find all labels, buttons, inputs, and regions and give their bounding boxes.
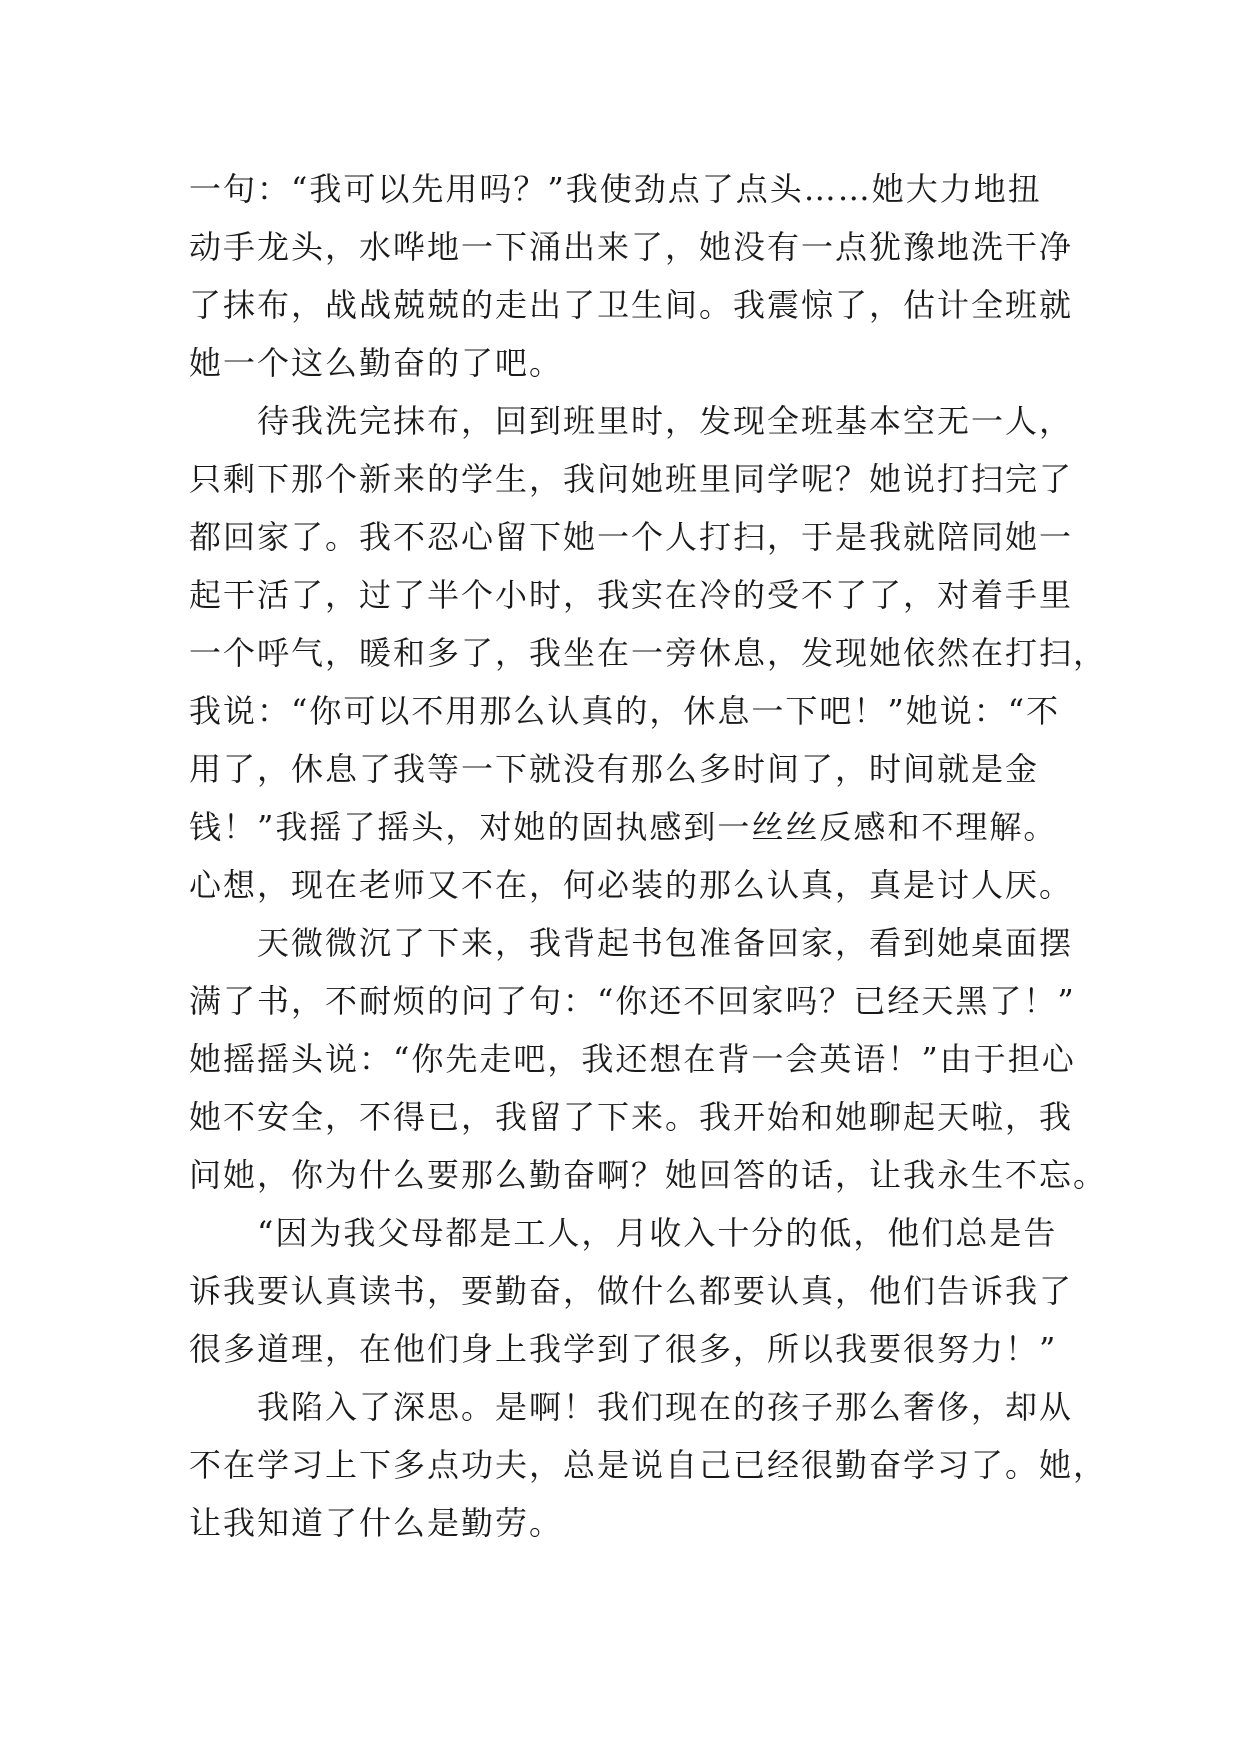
text-line: 起干活了，过了半个小时，我实在冷的受不了了，对着手里 bbox=[189, 576, 1074, 614]
text-line: 待我洗完抹布，回到班里时，发现全班基本空无一人， bbox=[189, 402, 1074, 440]
text-line: 一个呼气，暖和多了，我坐在一旁休息，发现她依然在打扫， bbox=[189, 634, 1108, 672]
text-line: 满了书，不耐烦的问了句：“你还不回家吗？已经天黑了！” bbox=[189, 982, 1076, 1020]
text-line: 我说：“你可以不用那么认真的，休息一下吧！”她说：“不 bbox=[189, 692, 1061, 730]
text-line: 很多道理，在他们身上我学到了很多，所以我要很努力！” bbox=[189, 1330, 1058, 1368]
text-line: “因为我父母都是工人，月收入十分的低，他们总是告 bbox=[189, 1214, 1058, 1252]
text-line: 不在学习上下多点功夫，总是说自己已经很勤奋学习了。她， bbox=[189, 1446, 1108, 1484]
text-line: 她不安全，不得已，我留了下来。我开始和她聊起天啦，我 bbox=[189, 1098, 1074, 1136]
text-line: 钱！”我摇了摇头，对她的固执感到一丝丝反感和不理解。 bbox=[189, 808, 1058, 846]
text-line: 了抹布，战战兢兢的走出了卫生间。我震惊了，估计全班就 bbox=[189, 286, 1074, 324]
body-text bbox=[189, 160, 1108, 1552]
text-line: 一句：“我可以先用吗？”我使劲点了点头……她大力地扭 bbox=[189, 170, 1042, 208]
text-line: 她摇摇头说：“你先走吧，我还想在背一会英语！”由于担心 bbox=[189, 1040, 1076, 1078]
text-line: 我陷入了深思。是啊！我们现在的孩子那么奢侈，却从 bbox=[189, 1388, 1074, 1426]
text-line: 问她，你为什么要那么勤奋啊？她回答的话，让我永生不忘。 bbox=[189, 1156, 1108, 1194]
text-line: 都回家了。我不忍心留下她一个人打扫，于是我就陪同她一 bbox=[189, 518, 1074, 556]
text-line: 用了，休息了我等一下就没有那么多时间了，时间就是金 bbox=[189, 750, 1040, 788]
text-line: 她一个这么勤奋的了吧。 bbox=[189, 344, 564, 382]
text-line: 天微微沉了下来，我背起书包准备回家，看到她桌面摆 bbox=[189, 924, 1074, 962]
text-line: 动手龙头，水哗地一下涌出来了，她没有一点犹豫地洗干净 bbox=[189, 228, 1074, 266]
text-line: 只剩下那个新来的学生，我问她班里同学呢？她说打扫完了 bbox=[189, 460, 1074, 498]
text-line: 诉我要认真读书，要勤奋，做什么都要认真，他们告诉我了 bbox=[189, 1272, 1074, 1310]
text-line: 心想，现在老师又不在，何必装的那么认真，真是讨人厌。 bbox=[189, 866, 1074, 904]
text-line: 让我知道了什么是勤劳。 bbox=[189, 1504, 564, 1542]
